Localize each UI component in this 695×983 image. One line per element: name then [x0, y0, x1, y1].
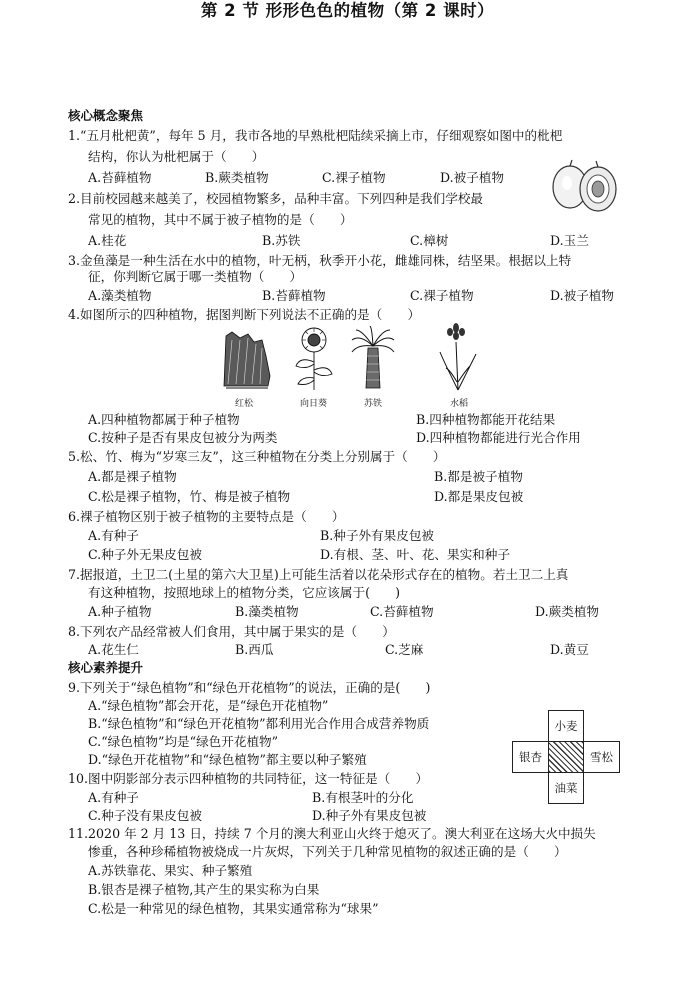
- question-6-line-1: 6.裸子植物区别于被子植物的主要特点是（ ）: [68, 509, 345, 524]
- option-c: C.松是裸子植物，竹、梅是被子植物: [88, 489, 291, 504]
- option-b: B.蕨类植物: [205, 170, 269, 185]
- option-d: D.蕨类植物: [535, 604, 600, 619]
- section-heading: 核心概念聚焦: [68, 108, 144, 123]
- plant-cross-diagram: [512, 710, 620, 804]
- option-c: C.种子外无果皮包被: [88, 547, 202, 562]
- option-c: C.裸子植物: [410, 288, 474, 303]
- option-c: C.苔藓植物: [370, 604, 434, 619]
- question-2-line-2: 常见的植物，其中不属于被子植物的是（ ）: [88, 212, 353, 227]
- question-11-line-2: 惨重，各种珍稀植物被烧成一片灰烬，下列关于几种常见植物的叙述正确的是（ ）: [88, 844, 567, 859]
- cross-cell-right: 雪松: [583, 741, 620, 773]
- option-a: A.藻类植物: [88, 288, 152, 303]
- question-11-line-1: 11.2020 年 2 月 13 日，持续 7 个月的澳大利亚山火终于熄灭了。澳大利亚在这场大火中损失: [68, 826, 596, 841]
- question-9-line-1: 9.下列关于“绿色植物”和“绿色开花植物”的说法，正确的是( ): [68, 680, 431, 695]
- option-a: A.种子植物: [88, 604, 152, 619]
- option-c: C.按种子是否有果皮包被分为两类: [88, 430, 278, 445]
- option-b: B.“绿色植物”和“绿色开花植物”都利用光合作用合成营养物质: [88, 716, 430, 731]
- question-3-line-1: 3.金鱼藻是一种生活在水中的植物，叶无柄，秋季开小花，雌雄同株，结坚果。根据以上特: [68, 253, 572, 268]
- section-heading: 核心素养提升: [68, 660, 144, 675]
- option-a: A.苔藓植物: [88, 170, 152, 185]
- option-b: B.种子外有果皮包被: [320, 528, 435, 543]
- pine-image: [218, 326, 274, 392]
- cycad-image: [350, 326, 396, 392]
- option-c: C.樟树: [410, 233, 449, 248]
- question-2-line-1: 2.目前校园越来越美了，校园植物繁多，品种丰富。下列四种是我们学校最: [68, 191, 484, 206]
- cross-cell-top: 小麦: [548, 710, 584, 742]
- option-c: C.芝麻: [385, 642, 424, 657]
- question-1-line-2: 结构，你认为枇杷属于（ ）: [88, 149, 265, 164]
- loquat-image: [548, 157, 620, 217]
- rice-image: [436, 322, 480, 392]
- cross-cell-bottom: 油菜: [548, 772, 584, 804]
- option-d: D.四种植物都能进行光合作用: [416, 430, 581, 445]
- option-c: C.松是一种常见的绿色植物，其果实通常称为“球果”: [88, 901, 379, 916]
- option-b: B.都是被子植物: [434, 469, 523, 484]
- option-a: A.“绿色植物”都会开花，是“绿色开花植物”: [88, 698, 329, 713]
- question-7-line-2: 有这种植物，按照地球上的植物分类，它应该属于( ): [88, 585, 401, 600]
- option-d: D.黄豆: [550, 642, 589, 657]
- option-b: B.有根茎叶的分化: [312, 790, 414, 805]
- option-d: D.被子植物: [550, 288, 615, 303]
- option-d: D.“绿色开花植物”和“绿色植物”都主要以种子繁殖: [88, 752, 367, 767]
- option-a: A.花生仁: [88, 642, 139, 657]
- option-d: D.都是果皮包被: [434, 489, 524, 504]
- option-a: A.有种子: [88, 790, 139, 805]
- question-3-line-2: 征，你判断它属于哪一类植物（ ）: [88, 269, 303, 284]
- caption-pine: 红松: [235, 399, 254, 409]
- question-5-line-1: 5.松、竹、梅为“岁寒三友”，这三种植物在分类上分别属于（ ）: [68, 449, 446, 464]
- page-title: 第 2 节 形形色色的植物（第 2 课时）: [200, 1, 495, 20]
- option-b: B.藻类植物: [235, 604, 299, 619]
- question-1-line-1: 1.“五月枇杷黄”，每年 5 月，我市各地的早熟枇杷陆续采摘上市，仔细观察如图中的枇杷: [68, 128, 563, 143]
- option-d: D.被子植物: [440, 170, 505, 185]
- option-b: B.苔藓植物: [262, 288, 326, 303]
- cross-cell-shaded: [548, 741, 584, 773]
- option-b: B.苏铁: [262, 233, 301, 248]
- option-d: D.种子外有果皮包被: [312, 808, 427, 823]
- option-a: A.都是裸子植物: [88, 469, 177, 484]
- sunflower-image: [290, 326, 338, 392]
- option-a: A.桂花: [88, 233, 127, 248]
- caption-cycad: 苏铁: [364, 399, 383, 409]
- option-b: B.银杏是裸子植物,其产生的果实称为白果: [88, 882, 320, 897]
- caption-rice: 水稻: [450, 399, 469, 409]
- option-c: C.种子没有果皮包被: [88, 808, 202, 823]
- option-a: A.苏铁靠花、果实、种子繁殖: [88, 863, 253, 878]
- option-d: D.有根、茎、叶、花、果实和种子: [320, 547, 510, 562]
- option-c: C.“绿色植物”均是“绿色开花植物”: [88, 734, 279, 749]
- option-a: A.四种植物都属于种子植物: [88, 412, 240, 427]
- option-d: D.玉兰: [550, 233, 589, 248]
- question-7-line-1: 7.据报道，土卫二(土星的第六大卫星)上可能生活着以花朵形式存在的植物。若土卫二上真: [68, 567, 569, 582]
- option-c: C.裸子植物: [322, 170, 386, 185]
- cross-cell-left: 银杏: [512, 741, 549, 773]
- option-b: B.四种植物都能开花结果: [416, 412, 556, 427]
- question-8-line-1: 8.下列农产品经常被人们食用，其中属于果实的是（ ）: [68, 624, 395, 639]
- option-a: A.有种子: [88, 528, 139, 543]
- question-10-line-1: 10.图中阴影部分表示四种植物的共同特征，这一特征是（ ）: [68, 771, 429, 786]
- caption-sunflower: 向日葵: [300, 399, 328, 409]
- option-b: B.西瓜: [235, 642, 274, 657]
- question-4-line-1: 4.如图所示的四种植物，据图判断下列说法不正确的是（ ）: [68, 307, 421, 322]
